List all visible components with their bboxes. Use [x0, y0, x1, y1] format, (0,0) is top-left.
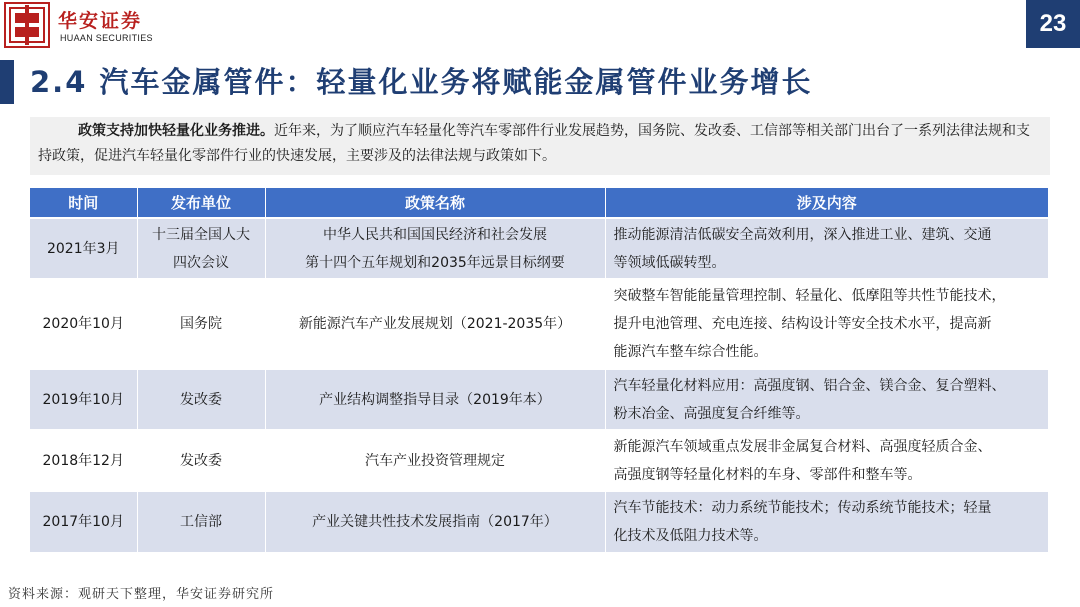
intro-text: 近年来，为了顺应汽车轻量化等汽车零部件行业发展趋势，国务院、发改委、工信部等相关部门出台了一系列法律法规和支持政策，促进汽车轻量化零部件行业的快速发展，主要涉及的法律法规与政策如下。 [38, 123, 1030, 164]
unit-line: 四次会议 [173, 254, 229, 271]
policy-line: 第十四个五年规划和2035年远景目标纲要 [305, 254, 565, 271]
content-line: 高强度钢等轻量化材料的车身、零部件和整车等。 [613, 466, 922, 483]
intro-paragraph [30, 117, 1050, 175]
page-number: 23 [1026, 0, 1080, 48]
content-line: 化技术及低阻力技术等。 [613, 528, 768, 544]
cell-unit: 发改委 [137, 369, 265, 430]
cell-unit: 国务院 [137, 279, 265, 369]
cell-time: 2019年10月 [30, 369, 137, 430]
cell-content [605, 279, 1048, 369]
intro-lead: 政策支持加快轻量化业务推进。 [78, 123, 274, 139]
cell-unit [137, 218, 265, 279]
cell-policy: 新能源汽车产业发展规划（2021-2035年） [265, 279, 605, 369]
content-line: 等领域低碳转型。 [613, 254, 726, 271]
unit-line: 十三届全国人大 [152, 226, 250, 243]
content-line: 突破整车智能能量管理控制、轻量化、低摩阻等共性节能技术， [613, 288, 1006, 304]
column-header-policy: 政策名称 [265, 188, 605, 218]
content-line: 提升电池管理、充电连接、结构设计等安全技术水平，提高新 [613, 316, 992, 332]
table-row [30, 218, 1048, 279]
column-header-content: 涉及内容 [605, 188, 1048, 218]
title-accent-bar [0, 60, 14, 104]
cell-policy: 产业关键共性技术发展指南（2017年） [265, 491, 605, 552]
content-line: 汽车节能技术：动力系统节能技术；传动系统节能技术；轻量 [613, 500, 992, 516]
cell-content [605, 430, 1048, 491]
table-row [30, 369, 1048, 430]
cell-unit: 工信部 [137, 491, 265, 552]
table-row [30, 279, 1048, 369]
content-line: 能源汽车整车综合性能。 [613, 344, 768, 360]
content-line: 推动能源清洁低碳安全高效利用，深入推进工业、建筑、交通 [613, 226, 992, 243]
huaan-logo-icon [4, 2, 50, 48]
page-title: 2.4 汽车金属管件：轻量化业务将赋能金属管件业务增长 [30, 65, 813, 99]
cell-policy [265, 218, 605, 279]
cell-time: 2021年3月 [30, 218, 137, 279]
cell-content [605, 491, 1048, 552]
cell-policy: 汽车产业投资管理规定 [265, 430, 605, 491]
table-row [30, 430, 1048, 491]
column-header-time: 时间 [30, 188, 137, 218]
cell-content [605, 369, 1048, 430]
table-row [30, 491, 1048, 552]
content-line: 新能源汽车领域重点发展非金属复合材料、高强度轻质合金、 [613, 438, 992, 455]
brand-name-cn: 华安证券 [58, 10, 143, 32]
source-note: 资料来源：观研天下整理，华安证券研究所 [8, 587, 275, 602]
brand-name-en: HUAAN SECURITIES [60, 33, 153, 43]
column-header-unit: 发布单位 [137, 188, 265, 218]
cell-unit: 发改委 [137, 430, 265, 491]
cell-content [605, 218, 1048, 279]
cell-time: 2020年10月 [30, 279, 137, 369]
policy-table [30, 188, 1048, 552]
content-line: 粉末冶金、高强度复合纤维等。 [613, 405, 810, 422]
table-header-row [30, 188, 1048, 218]
content-line: 汽车轻量化材料应用：高强度钢、铝合金、镁合金、复合塑料、 [613, 377, 1006, 394]
policy-line: 中华人民共和国国民经济和社会发展 [323, 226, 547, 243]
cell-time: 2017年10月 [30, 491, 137, 552]
cell-time: 2018年12月 [30, 430, 137, 491]
cell-policy: 产业结构调整指导目录（2019年本） [265, 369, 605, 430]
